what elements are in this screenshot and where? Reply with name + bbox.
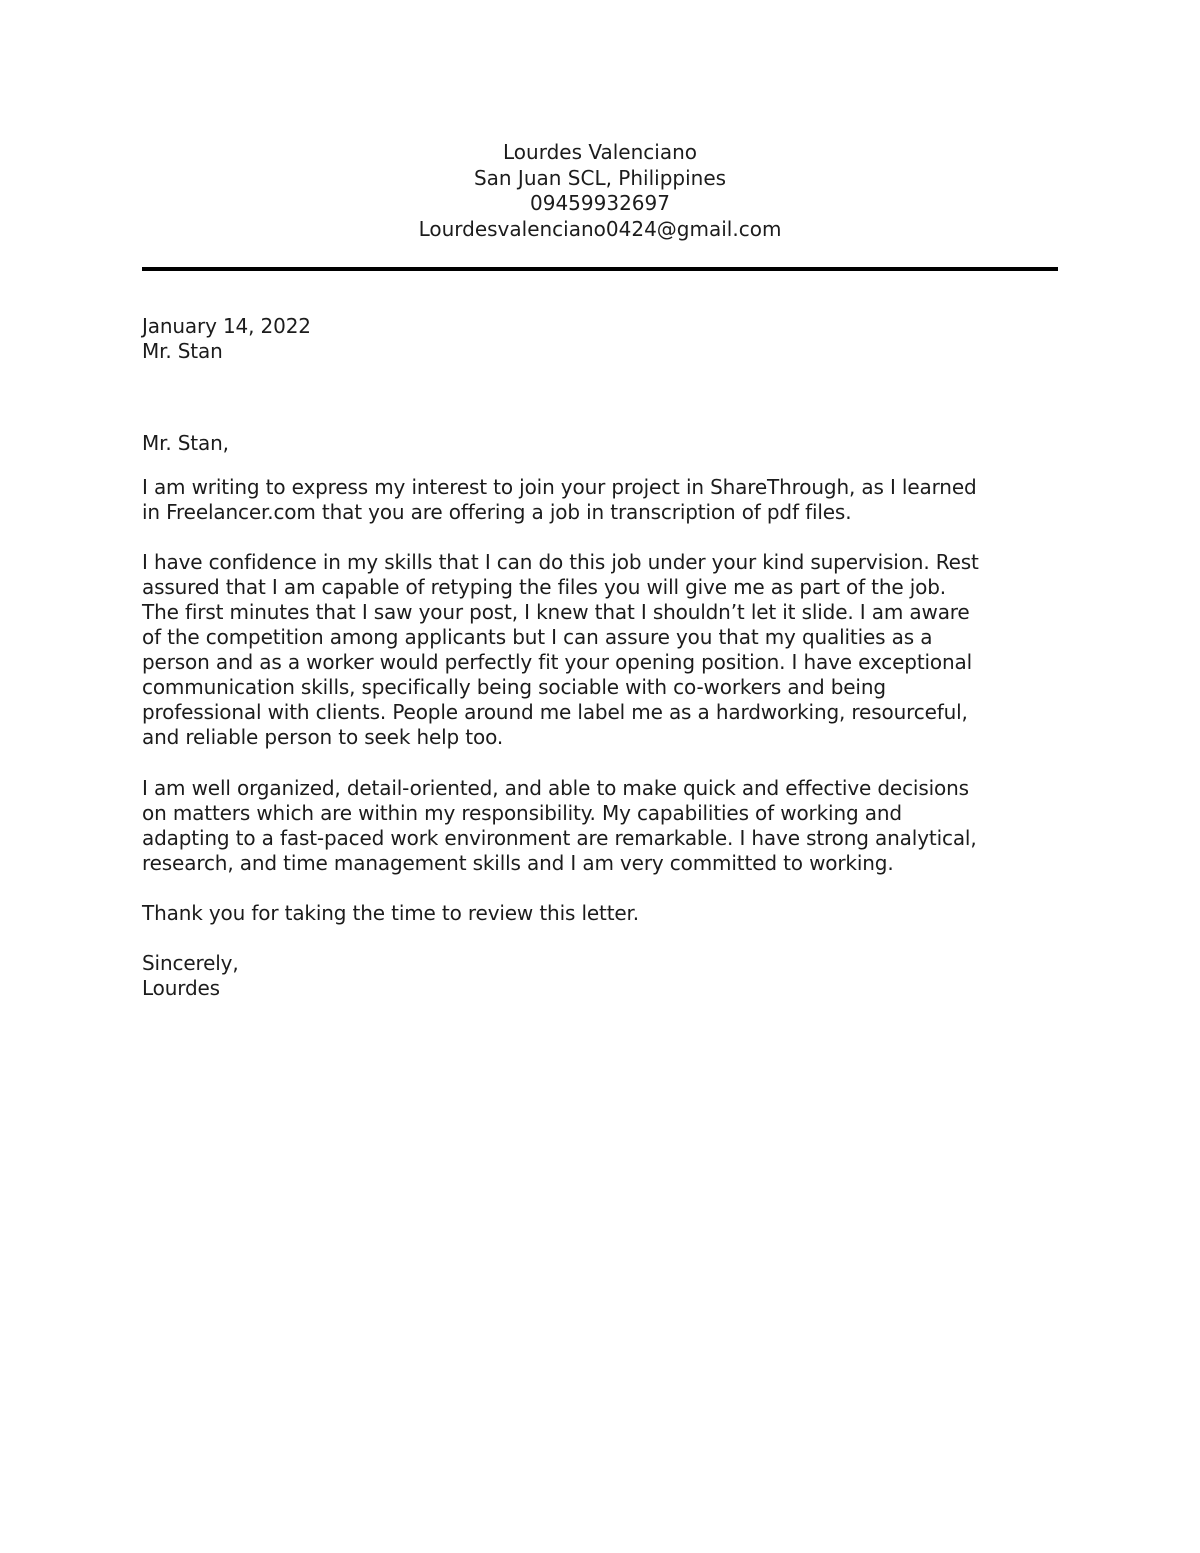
salutation-text: Mr. Stan, bbox=[142, 431, 229, 455]
sender-name: Lourdes Valenciano bbox=[503, 140, 697, 164]
paragraph-line: I have confidence in my skills that I can do this job under your kind supervision. Rest bbox=[142, 550, 979, 574]
signature-name: Lourdes bbox=[142, 976, 220, 1000]
recipient-name: Mr. Stan bbox=[142, 339, 223, 363]
paragraph-line: adapting to a fast-paced work environment are remarkable. I have strong analytical, bbox=[142, 826, 977, 850]
closing-block bbox=[142, 951, 1072, 1001]
paragraph-line: research, and time management skills and I am very committed to working. bbox=[142, 851, 894, 875]
sender-phone: 09459932697 bbox=[530, 191, 670, 215]
paragraph-line: communication skills, specifically being sociable with co-workers and being bbox=[142, 675, 886, 699]
paragraph-line: of the competition among applicants but I can assure you that my qualities as a bbox=[142, 625, 933, 649]
paragraph-2 bbox=[142, 550, 1072, 750]
date-recipient-block bbox=[142, 314, 1072, 364]
paragraph-line: I am writing to express my interest to join your project in ShareThrough, as I learned bbox=[142, 475, 977, 499]
sender-email: Lourdesvalenciano0424@gmail.com bbox=[418, 216, 782, 241]
header-divider bbox=[142, 267, 1058, 271]
paragraph-line: and reliable person to seek help too. bbox=[142, 725, 504, 749]
valediction: Sincerely, bbox=[142, 951, 239, 975]
paragraph-line: I am well organized, detail-oriented, and able to make quick and effective decisions bbox=[142, 776, 969, 800]
letterhead bbox=[142, 140, 1058, 242]
paragraph-4 bbox=[142, 901, 1072, 926]
paragraph-line: person and as a worker would perfectly fit your opening position. I have exceptional bbox=[142, 650, 973, 674]
letter-date: January 14, 2022 bbox=[142, 314, 311, 338]
paragraph-line: The first minutes that I saw your post, I knew that I shouldn’t let it slide. I am aware bbox=[142, 600, 970, 624]
paragraph-3 bbox=[142, 776, 1072, 876]
paragraph-line: in Freelancer.com that you are offering a job in transcription of pdf files. bbox=[142, 500, 852, 524]
salutation bbox=[142, 431, 1072, 456]
paragraph-line: Thank you for taking the time to review this letter. bbox=[142, 901, 639, 925]
sender-address: San Juan SCL, Philippines bbox=[473, 165, 727, 190]
paragraph-line: on matters which are within my responsibility. My capabilities of working and bbox=[142, 801, 902, 825]
paragraph-1 bbox=[142, 475, 1072, 525]
paragraph-line: assured that I am capable of retyping the files you will give me as part of the job. bbox=[142, 575, 947, 599]
paragraph-line: professional with clients. People around me label me as a hardworking, resourceful, bbox=[142, 700, 968, 724]
